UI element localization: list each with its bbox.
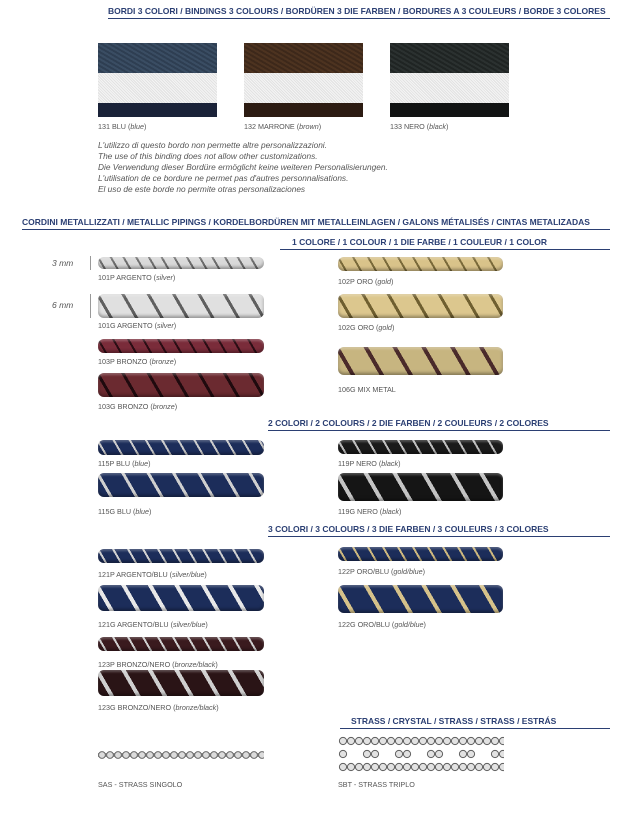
strass-stone (211, 752, 218, 759)
binding-caption-brown: 132 MARRONE (brown) (244, 122, 322, 131)
strass-stone (235, 752, 242, 759)
cord-caption-123p: 123P BRONZO/NERO (bronze/black) (98, 660, 218, 669)
strass-stone (395, 750, 402, 757)
bindings-section-title: BORDI 3 COLORI / BINDINGS 3 COLOURS / BORDÜREN 3 DIE FARBEN / BORDURES A 3 COULEURS / BORDE 3 COLORES (108, 6, 606, 16)
cord-101p[interactable] (98, 257, 264, 269)
note-line-it: L'utilizzo di questo bordo non permette altre personalizzazioni. (98, 140, 327, 150)
strass-stone (395, 737, 402, 744)
strass-stone (139, 752, 146, 759)
strass-stone (195, 752, 202, 759)
strass-stone (339, 750, 346, 757)
strass-rule (340, 728, 610, 729)
strass-stone (411, 737, 418, 744)
strass-stone (459, 737, 466, 744)
size-label-3mm: 3 mm (52, 258, 74, 268)
strass-stone (347, 763, 354, 770)
strass-stone (163, 752, 170, 759)
strass-stone (475, 763, 482, 770)
strass-stone (171, 752, 178, 759)
strass-triple-image[interactable] (338, 735, 504, 773)
strass-stone (371, 737, 378, 744)
cord-103g[interactable] (98, 373, 264, 397)
strass-title: STRASS / CRYSTAL / STRASS / STRASS / ESTRÁS (351, 716, 557, 726)
strass-stone (243, 752, 250, 759)
strass-stone (363, 763, 370, 770)
strass-stone (435, 763, 442, 770)
strass-stone (107, 752, 114, 759)
strass-stone (491, 763, 498, 770)
cord-101g[interactable] (98, 294, 264, 318)
cord-caption-122g: 122G ORO/BLU (gold/blue) (338, 620, 426, 629)
strass-stone (435, 737, 442, 744)
note-line-en: The use of this binding does not allow other customizations. (98, 151, 318, 161)
strass-stone (475, 737, 482, 744)
binding-swatch-black[interactable] (390, 43, 509, 117)
strass-stone (115, 752, 122, 759)
strass-stone (347, 737, 354, 744)
cord-caption-122p: 122P ORO/BLU (gold/blue) (338, 567, 425, 576)
note-line-de: Die Verwendung dieser Bordüre ermöglicht keine weiteren Personalisierungen. (98, 162, 388, 172)
strass-stone (483, 737, 490, 744)
strass-stone (499, 737, 504, 744)
size-marker-6mm (90, 294, 95, 318)
binding-note (98, 140, 388, 195)
one-color-rule (280, 249, 610, 250)
cord-caption-115p: 115P BLU (blue) (98, 459, 151, 468)
two-colors-rule (268, 430, 610, 431)
cord-119g[interactable] (338, 473, 503, 501)
strass-stone (499, 763, 504, 770)
pipings-rule (22, 229, 610, 230)
three-colors-rule (268, 536, 610, 537)
strass-stone (459, 750, 466, 757)
strass-stone (251, 752, 258, 759)
bindings-rule (108, 18, 610, 19)
strass-stone (99, 752, 106, 759)
binding-caption-black: 133 NERO (black) (390, 122, 449, 131)
three-colors-title: 3 COLORI / 3 COLOURS / 3 DIE FARBEN / 3 COULEURS / 3 COLORES (268, 524, 549, 534)
strass-stone (451, 763, 458, 770)
cord-122g[interactable] (338, 585, 503, 613)
strass-stone (339, 737, 346, 744)
strass-stone (219, 752, 226, 759)
strass-stone (203, 752, 210, 759)
strass-stone (395, 763, 402, 770)
binding-swatch-blue[interactable] (98, 43, 217, 117)
strass-stone (387, 763, 394, 770)
cord-122p[interactable] (338, 547, 503, 561)
cord-caption-101p: 101P ARGENTO (silver) (98, 273, 176, 282)
cord-115g[interactable] (98, 473, 264, 497)
one-color-title: 1 COLORE / 1 COLOUR / 1 DIE FARBE / 1 COULEUR / 1 COLOR (292, 237, 548, 247)
strass-stone (379, 737, 386, 744)
size-marker-3mm (90, 256, 95, 270)
size-label-6mm: 6 mm (52, 300, 74, 310)
strass-stone (155, 752, 162, 759)
strass-caption-single: SAS - STRASS SINGOLO (98, 780, 183, 789)
binding-swatch-brown[interactable] (244, 43, 363, 117)
strass-stone (147, 752, 154, 759)
strass-stone (443, 737, 450, 744)
strass-stone (419, 763, 426, 770)
cord-caption-102g: 102G ORO (gold) (338, 323, 395, 332)
strass-stone (363, 750, 370, 757)
cord-caption-102p: 102P ORO (gold) (338, 277, 394, 286)
binding-caption-blue: 131 BLU (blue) (98, 122, 147, 131)
strass-stone (499, 750, 504, 757)
strass-caption-triple: SBT - STRASS TRIPLO (338, 780, 415, 789)
cord-103p[interactable] (98, 339, 264, 353)
strass-stone (187, 752, 194, 759)
strass-stone (371, 763, 378, 770)
cord-123g[interactable] (98, 670, 264, 696)
strass-stone (123, 752, 130, 759)
cord-102g[interactable] (338, 294, 503, 318)
cord-121p[interactable] (98, 549, 264, 563)
cord-106g[interactable] (338, 347, 503, 375)
strass-stone (403, 750, 410, 757)
strass-stone (467, 750, 474, 757)
strass-stone (427, 763, 434, 770)
cord-caption-121p: 121P ARGENTO/BLU (silver/blue) (98, 570, 207, 579)
strass-stone (451, 737, 458, 744)
cord-123p[interactable] (98, 637, 264, 651)
strass-stone (355, 737, 362, 744)
strass-stone (427, 750, 434, 757)
strass-stone (467, 737, 474, 744)
strass-stone (435, 750, 442, 757)
strass-stone (259, 752, 264, 759)
cord-caption-115g: 115G BLU (blue) (98, 507, 152, 516)
strass-stone (403, 763, 410, 770)
strass-stone (379, 763, 386, 770)
strass-stone (491, 737, 498, 744)
note-line-fr: L'utilisation de ce bordure ne permet pas d'autres personnalisations. (98, 173, 349, 183)
cord-121g[interactable] (98, 585, 264, 611)
note-line-es: El uso de este borde no permite otras personalizaciones (98, 184, 306, 194)
cord-115p[interactable] (98, 440, 264, 455)
cord-caption-103p: 103P BRONZO (bronze) (98, 357, 177, 366)
strass-stone (483, 763, 490, 770)
strass-stone (411, 763, 418, 770)
cord-caption-123g: 123G BRONZO/NERO (bronze/black) (98, 703, 219, 712)
strass-stone (387, 737, 394, 744)
two-colors-title: 2 COLORI / 2 COLOURS / 2 DIE FARBEN / 2 COULEURS / 2 COLORES (268, 418, 549, 428)
strass-stone (179, 752, 186, 759)
strass-stone (443, 763, 450, 770)
strass-stone (427, 737, 434, 744)
cord-caption-106g: 106G MIX METAL (338, 385, 396, 394)
strass-stone (467, 763, 474, 770)
cord-caption-121g: 121G ARGENTO/BLU (silver/blue) (98, 620, 208, 629)
cord-caption-119p: 119P NERO (black) (338, 459, 401, 468)
strass-stone (371, 750, 378, 757)
strass-stone (227, 752, 234, 759)
strass-stone (131, 752, 138, 759)
strass-stone (403, 737, 410, 744)
pipings-section-title: CORDINI METALLIZZATI / METALLIC PIPINGS / KORDELBORDÜREN MIT METALLEINLAGEN / GALONS MÉTALISÉS / CINTAS METALIZADAS (22, 217, 590, 227)
strass-stone (491, 750, 498, 757)
cord-caption-119g: 119G NERO (black) (338, 507, 402, 516)
strass-stone (459, 763, 466, 770)
cord-caption-103g: 103G BRONZO (bronze) (98, 402, 178, 411)
cord-119p[interactable] (338, 440, 503, 454)
strass-stone (363, 737, 370, 744)
strass-stone (355, 763, 362, 770)
strass-stone (339, 763, 346, 770)
cord-102p[interactable] (338, 257, 503, 271)
cord-caption-101g: 101G ARGENTO (silver) (98, 321, 177, 330)
strass-single-image[interactable] (98, 748, 264, 762)
strass-stone (419, 737, 426, 744)
